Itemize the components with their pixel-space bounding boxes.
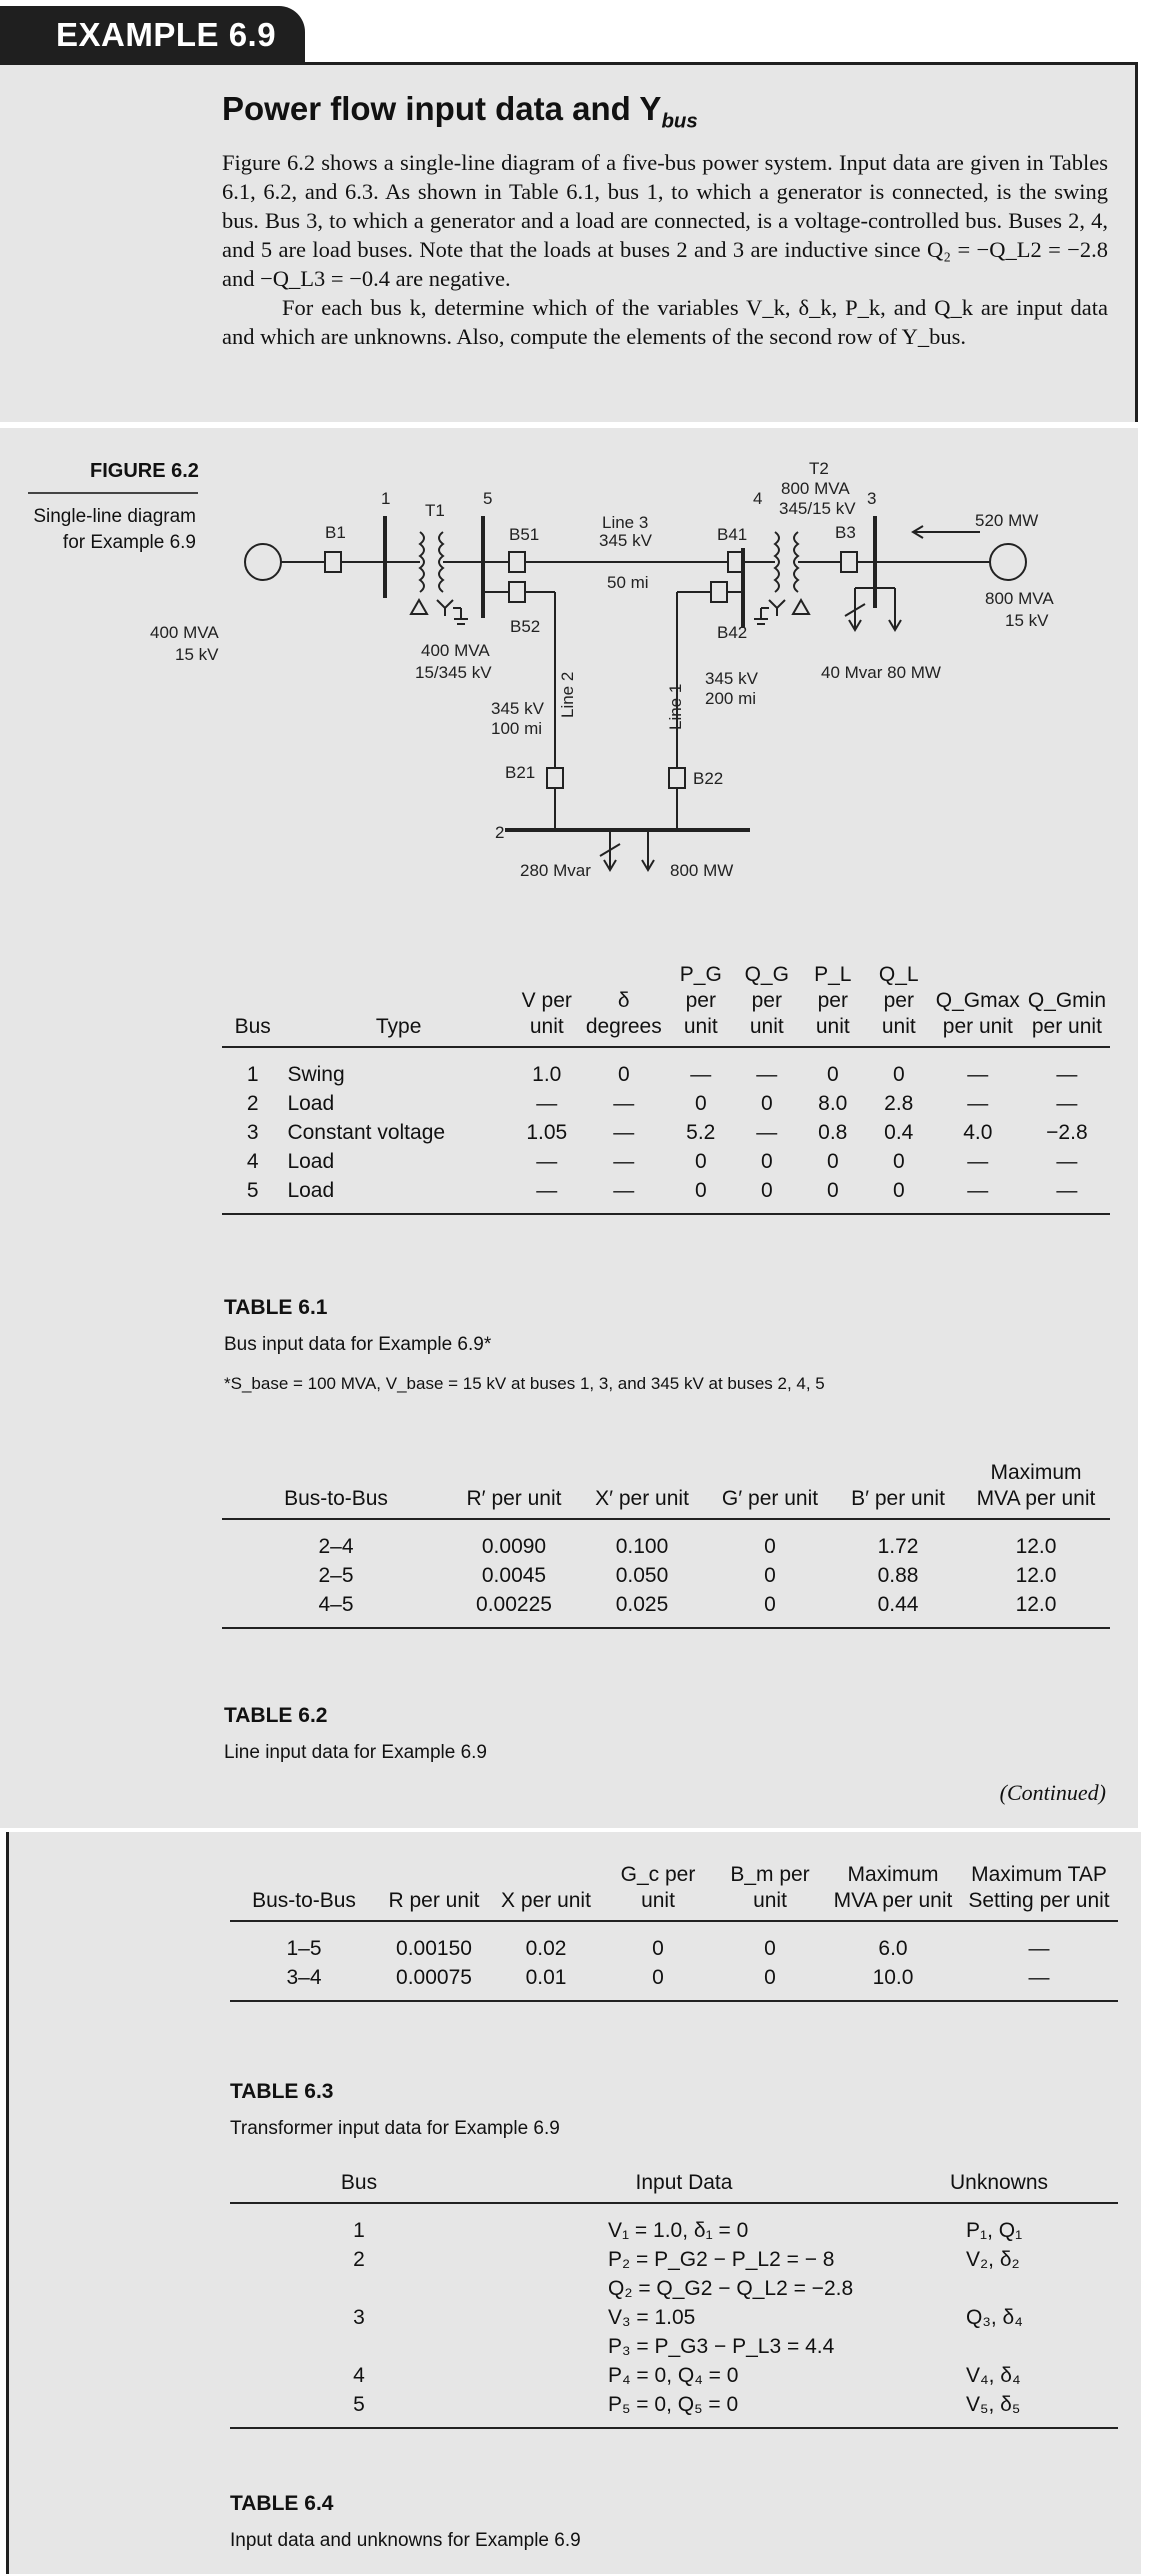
t61-cell: 0.8	[818, 1121, 848, 1144]
breaker-b3	[841, 552, 857, 572]
t64-row	[230, 2361, 1118, 2390]
t64-row	[230, 2303, 1118, 2361]
t63-cell: 0.00150	[396, 1937, 472, 1960]
t62-cell: 0.100	[615, 1535, 669, 1558]
gen3-mw: 520 MW	[975, 511, 1039, 530]
example-body	[222, 148, 1108, 351]
table-6-2-label: TABLE 6.2	[224, 1704, 328, 1727]
table-6-1-footnote: *S_base = 100 MVA, V_base = 15 kV at buses 1, 3, and 345 kV at buses 2, 4, 5	[224, 1374, 825, 1393]
b21-label: B21	[505, 763, 536, 782]
t63-cell: —	[1028, 1937, 1050, 1960]
t64-row	[230, 2245, 1118, 2303]
t61-cell: 0	[694, 1092, 707, 1115]
t61-h-qgmin: Q_Gmin per unit	[1024, 962, 1110, 1047]
t62-cell: 1.72	[877, 1535, 919, 1558]
b52-label: B52	[510, 617, 541, 636]
transformer-t2-primary	[775, 532, 779, 592]
t63-h-1: R per unit	[378, 1862, 490, 1921]
t61-cell: —	[967, 1063, 989, 1086]
gen1-mva: 400 MVA	[150, 623, 219, 642]
t61-cell: 0	[760, 1150, 773, 1173]
bus-5-label: 5	[483, 489, 493, 508]
t61-h-bus: Bus	[222, 962, 283, 1047]
t63-cell: 0	[764, 1937, 776, 1960]
t2-rating-1: 800 MVA	[781, 479, 850, 498]
t64-h-unknowns: Unknowns	[880, 2170, 1118, 2203]
t62-cell: 0.00225	[450, 1590, 578, 1628]
t64-bus-cell: 4	[353, 2364, 365, 2387]
t61-cell: 5	[222, 1176, 283, 1214]
bus-4-label: 4	[753, 489, 763, 508]
t63-cell: —	[960, 1963, 1118, 2001]
t62-row	[222, 1590, 1110, 1628]
figure-caption: Single-line diagram for Example 6.9	[33, 506, 196, 553]
continued-note: (Continued)	[999, 1780, 1106, 1805]
t61-cell: 0	[617, 1063, 630, 1086]
t64-input-cell	[488, 2203, 880, 2245]
table-6-3-label: TABLE 6.3	[230, 2080, 334, 2103]
t61-cell: —	[967, 1150, 989, 1173]
t63-cell: 0	[652, 1937, 664, 1960]
t61-cell: 1.05	[526, 1121, 568, 1144]
t61-cell: 3	[246, 1121, 259, 1144]
table-6-1	[222, 962, 1110, 1215]
t64-row	[230, 2390, 1118, 2428]
t62-cell: 0.0045	[481, 1564, 547, 1587]
delta-symbol-t1	[411, 600, 427, 614]
t63-h-0: Bus-to-Bus	[230, 1862, 378, 1921]
t61-cell: 0	[760, 1092, 773, 1115]
t64-h-bus: Bus	[230, 2170, 488, 2203]
t61-cell: 0	[668, 1176, 734, 1214]
t61-row	[222, 1047, 1110, 1089]
t61-cell: 0.4	[884, 1121, 914, 1144]
gen3-kv: 15 kV	[1005, 611, 1049, 630]
example-paragraph-2: For each bus k, determine which of the variables V_k, δ_k, P_k, and Q_k are input data and which are unknowns. Also, compute the elements of the second row of Y_bus.	[222, 295, 1108, 349]
t61-cell: —	[514, 1176, 580, 1214]
line3-kv: 345 kV	[599, 531, 652, 550]
b3-bus-label: 3	[867, 489, 877, 508]
t61-h-qg: Q_G per unit	[734, 962, 800, 1047]
table-6-2	[222, 1460, 1110, 1629]
t2-label: T2	[809, 459, 829, 478]
t63-cell: 1–5	[286, 1937, 322, 1960]
t61-cell: 4.0	[963, 1121, 993, 1144]
t61-h-v: V per unit	[514, 962, 580, 1047]
t61-cell: 0	[826, 1063, 839, 1086]
t63-cell: 0.02	[525, 1937, 567, 1960]
t63-h-3: G_c per unit	[602, 1862, 714, 1921]
t62-row	[222, 1561, 1110, 1590]
t62-cell: 4–5	[222, 1590, 450, 1628]
t61-cell: —	[756, 1121, 778, 1144]
t62-cell: 12.0	[1015, 1564, 1057, 1587]
table-6-2-body	[222, 1519, 1110, 1628]
t61-cell: —	[1024, 1176, 1110, 1214]
t61-h-pg: P_G per unit	[668, 962, 734, 1047]
t64-unknowns-cell: V₂, δ₂	[966, 2248, 1020, 2271]
t61-cell: —	[536, 1092, 558, 1115]
t64-bus-cell: 1	[353, 2219, 365, 2242]
transformer-t1-secondary	[439, 532, 443, 592]
t62-cell: 0.025	[578, 1590, 706, 1628]
t61-cell: 1	[246, 1063, 259, 1086]
load2-mw: 800 MW	[670, 861, 734, 880]
example-title-text: Power flow input data and Y	[222, 90, 662, 127]
figure-label: FIGURE 6.2	[90, 460, 199, 482]
t61-row	[222, 1089, 1110, 1118]
t61-h-delta: δ degrees	[580, 962, 668, 1047]
table-6-4	[230, 2170, 1118, 2429]
delta-symbol-t2	[793, 600, 809, 614]
generator-3-icon	[990, 544, 1026, 580]
t64-bus-cell: 2	[353, 2248, 365, 2271]
t62-row	[222, 1519, 1110, 1561]
t61-cell: 1.0	[532, 1063, 562, 1086]
t64-input-line: P₄ = 0, Q₄ = 0	[608, 2364, 739, 2387]
t62-cell: 0.44	[834, 1590, 962, 1628]
t61-cell: —	[613, 1121, 635, 1144]
t61-cell: —	[1056, 1150, 1078, 1173]
load2-mvar: 280 Mvar	[520, 861, 591, 880]
t64-input-cell	[488, 2303, 880, 2361]
t61-cell: 4	[246, 1150, 259, 1173]
t61-cell: —	[536, 1150, 558, 1173]
b51-label: B51	[509, 525, 540, 544]
generator-1-icon	[245, 544, 281, 580]
line2-label: Line 2	[558, 671, 577, 718]
table-6-1-label: TABLE 6.1	[224, 1296, 328, 1319]
t63-cell: 6.0	[878, 1937, 908, 1960]
t62-h-0: Bus-to-Bus	[222, 1460, 450, 1519]
t61-cell: Swing	[287, 1063, 345, 1086]
table-6-1-body	[222, 1047, 1110, 1214]
t61-cell: 8.0	[818, 1092, 848, 1115]
t63-h-6: Maximum TAP Setting per unit	[960, 1862, 1118, 1921]
t62-cell: 2–5	[318, 1564, 354, 1587]
t63-cell: 0	[602, 1963, 714, 2001]
t61-cell: 0	[800, 1176, 866, 1214]
example-title-sub: bus	[661, 109, 698, 133]
t61-cell: —	[1056, 1092, 1078, 1115]
t61-cell: —	[580, 1176, 668, 1214]
t64-unknowns-cell: V₄, δ₄	[966, 2364, 1021, 2387]
line1-kv: 345 kV	[705, 669, 758, 688]
b1-label: B1	[325, 523, 346, 542]
t63-cell: 0	[714, 1963, 826, 2001]
table-6-3-desc: Transformer input data for Example 6.9	[230, 2118, 560, 2139]
single-line-diagram	[150, 448, 1095, 888]
line3-mi: 50 mi	[607, 573, 649, 592]
t62-cell: 2–4	[318, 1535, 354, 1558]
t64-input-cell	[488, 2245, 880, 2303]
t64-input-cell	[488, 2361, 880, 2390]
table-6-3-body	[230, 1921, 1118, 2001]
t61-cell: 2	[246, 1092, 259, 1115]
example-title	[222, 90, 698, 134]
t62-cell: 12.0	[962, 1590, 1110, 1628]
t64-bus-cell: 5	[230, 2390, 488, 2428]
t62-h-3: G′ per unit	[706, 1460, 834, 1519]
t61-cell: −2.8	[1046, 1121, 1088, 1144]
wye-symbol-t1	[437, 600, 453, 616]
t61-cell: Load	[283, 1176, 513, 1214]
breaker-b42	[711, 582, 727, 602]
bus-2-label: 2	[495, 823, 505, 842]
line1-mi: 200 mi	[705, 689, 757, 708]
t64-unknowns-cell: V₅, δ₅	[880, 2390, 1118, 2428]
t64-row	[230, 2203, 1118, 2245]
gen1-kv: 15 kV	[175, 645, 219, 664]
t61-cell: Load	[287, 1150, 335, 1173]
t64-bus-cell: 3	[353, 2306, 365, 2329]
line1-label: Line 1	[666, 683, 685, 730]
t1-label: T1	[425, 501, 445, 520]
t61-cell: Load	[287, 1092, 335, 1115]
t62-h-4: B′ per unit	[834, 1460, 962, 1519]
t61-cell: 0	[892, 1150, 905, 1173]
t63-h-4: B_m per unit	[714, 1862, 826, 1921]
t2-rating-2: 345/15 kV	[779, 499, 856, 518]
t61-cell: —	[1056, 1063, 1078, 1086]
t61-cell: 0	[866, 1176, 932, 1214]
t64-input-line: V₁ = 1.0, δ₁ = 0	[608, 2219, 749, 2242]
breaker-b51	[509, 552, 525, 572]
t63-cell: 0.01	[490, 1963, 602, 2001]
t61-cell: 0	[734, 1176, 800, 1214]
figure-rule	[28, 492, 198, 494]
t61-cell: —	[756, 1063, 778, 1086]
t64-input-cell	[488, 2390, 880, 2428]
t62-cell: 0	[764, 1535, 776, 1558]
wye-symbol-t2	[769, 600, 785, 616]
t1-kv: 15/345 kV	[415, 663, 492, 682]
t64-input-line: V₃ = 1.05	[608, 2306, 696, 2329]
t63-row	[230, 1921, 1118, 1963]
t62-cell: 0.050	[615, 1564, 669, 1587]
t62-h-2: X′ per unit	[578, 1460, 706, 1519]
t63-h-2: X per unit	[490, 1862, 602, 1921]
t63-cell: 3–4	[230, 1963, 378, 2001]
t61-cell: 5.2	[686, 1121, 716, 1144]
table-6-4-desc: Input data and unknowns for Example 6.9	[230, 2530, 581, 2551]
gen3-mva: 800 MVA	[985, 589, 1054, 608]
t61-h-pl: P_L per unit	[800, 962, 866, 1047]
t61-row	[222, 1147, 1110, 1176]
t64-input-line: P₅ = 0, Q₅ = 0	[608, 2393, 739, 2416]
table-6-2-desc: Line input data for Example 6.9	[224, 1742, 488, 1763]
transformer-t2-secondary	[794, 532, 798, 592]
t61-cell: 0	[892, 1063, 905, 1086]
t62-cell: 0	[706, 1590, 834, 1628]
example-paragraph-1: Figure 6.2 shows a single-line diagram of a five-bus power system. Input data are given in Tables 6.1, 6.2, and 6.3. As shown in Table 6.1, bus 1, to which a generator is connected, is the swing bus. Bus 3, to which a generator and a load are connected, is a voltage-controlled bus. Buses 2, 4, and 5 are load buses. Note that the loads at buses 2 and 3 are inductive since Q₂ = −Q_L2 = −2.8 and −Q_L3 = −0.4 are negative.	[222, 150, 1108, 291]
breaker-b21	[547, 768, 563, 788]
t61-cell: —	[932, 1176, 1024, 1214]
example-tab: EXAMPLE 6.9	[0, 6, 305, 64]
b22-label: B22	[693, 769, 724, 788]
t61-h-type: Type	[283, 962, 513, 1047]
t63-row	[230, 1963, 1118, 2001]
b42-label: B42	[717, 623, 748, 642]
load3-label: 40 Mvar 80 MW	[821, 663, 941, 682]
line3-name: Line 3	[602, 513, 649, 532]
t61-h-qgmax: Q_Gmax per unit	[932, 962, 1024, 1047]
t61-cell: Constant voltage	[287, 1121, 446, 1144]
t61-row	[222, 1176, 1110, 1214]
breaker-b52	[509, 582, 525, 602]
t64-h-input: Input Data	[488, 2170, 880, 2203]
t64-input-line: P₂ = P_G2 − P_L2 = − 8	[608, 2248, 835, 2271]
t64-unknowns-cell: Q₃, δ₄	[966, 2306, 1023, 2329]
t61-cell: —	[613, 1150, 635, 1173]
bus-1-label: 1	[381, 489, 391, 508]
breaker-b22	[669, 768, 685, 788]
b41-label: B41	[717, 525, 748, 544]
t62-cell: 0	[764, 1564, 776, 1587]
t61-cell: —	[690, 1063, 712, 1086]
breaker-b1	[325, 552, 341, 572]
line2-kv: 345 kV	[491, 699, 544, 718]
t62-cell: 0.0090	[481, 1535, 547, 1558]
b3-label: B3	[835, 523, 856, 542]
t64-input-line: P₃ = P_G3 − P_L3 = 4.4	[608, 2335, 835, 2358]
t61-cell: —	[613, 1092, 635, 1115]
t61-cell: 0	[694, 1150, 707, 1173]
t64-unknowns-cell: P₁, Q₁	[966, 2219, 1023, 2242]
t61-row	[222, 1118, 1110, 1147]
t1-mva: 400 MVA	[421, 641, 490, 660]
t63-cell: 10.0	[826, 1963, 960, 2001]
t61-cell: 2.8	[884, 1092, 914, 1115]
line2-mi: 100 mi	[491, 719, 543, 738]
table-6-4-body	[230, 2203, 1118, 2428]
t62-cell: 12.0	[1015, 1535, 1057, 1558]
t61-h-ql: Q_L per unit	[866, 962, 932, 1047]
table-6-1-desc: Bus input data for Example 6.9*	[224, 1334, 492, 1355]
transformer-t1-primary	[420, 532, 424, 592]
t62-h-5: Maximum MVA per unit	[962, 1460, 1110, 1519]
table-6-4-label: TABLE 6.4	[230, 2492, 334, 2515]
t63-h-5: Maximum MVA per unit	[826, 1862, 960, 1921]
t62-cell: 0.88	[877, 1564, 919, 1587]
t62-h-1: R′ per unit	[450, 1460, 578, 1519]
t63-cell: 0.00075	[378, 1963, 490, 2001]
table-6-3	[230, 1862, 1118, 2002]
t61-cell: 0	[826, 1150, 839, 1173]
t61-cell: —	[967, 1092, 989, 1115]
t64-input-line: Q₂ = Q_G2 − Q_L2 = −2.8	[608, 2277, 854, 2300]
